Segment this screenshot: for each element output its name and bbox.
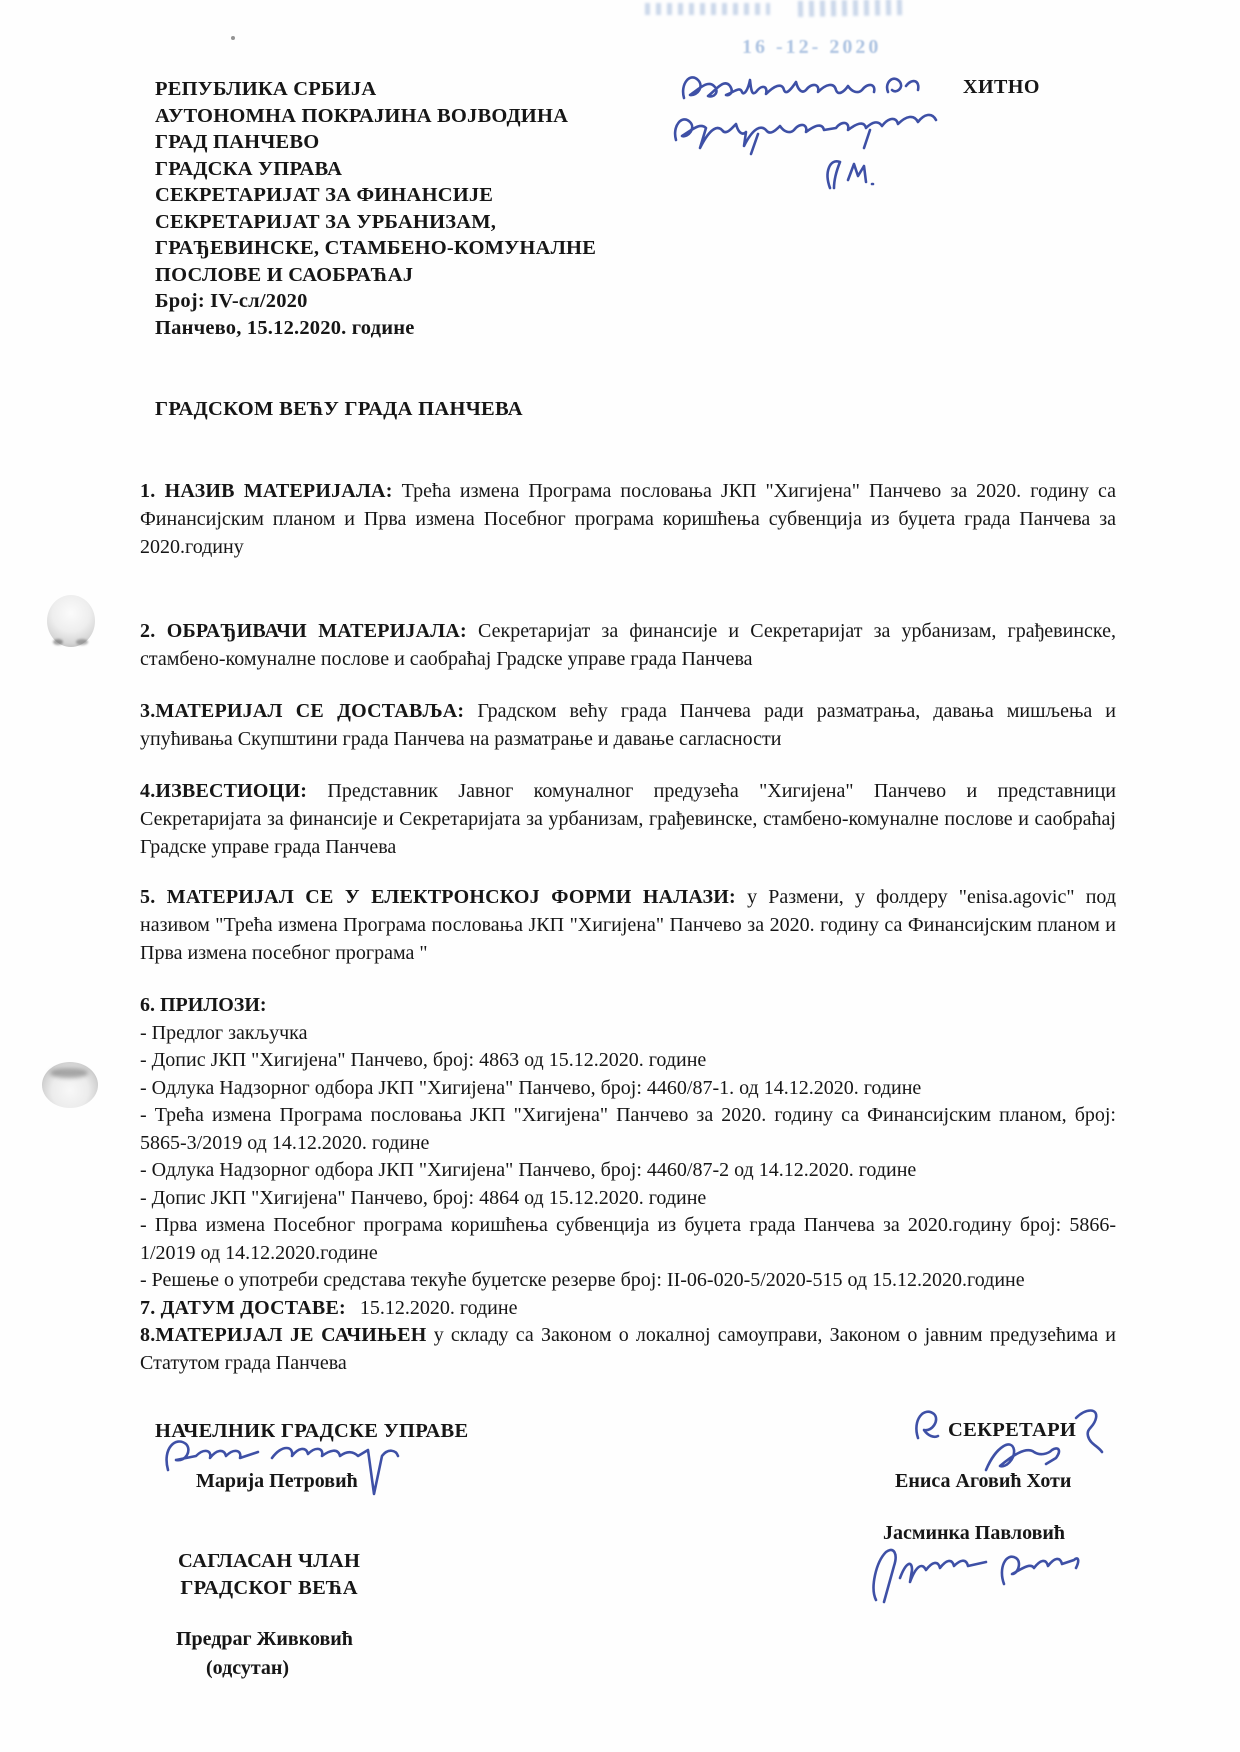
- section-4-text: Представник Јавног комуналног предузећа "Хигијена" Панчево и представници Секретаријата за финансије и Секретаријата за урбанизам, грађевинске, стамбено-комуналне послове и саобраћај Градске управе града Панчева: [140, 780, 1116, 858]
- section-4-label: 4.ИЗВЕСТИОЦИ:: [140, 780, 308, 802]
- section-7: [140, 1295, 1116, 1323]
- section-8-label: 8.МАТЕРИЈАЛ ЈЕ САЧИЊЕН: [140, 1324, 427, 1346]
- document-body: [140, 477, 1116, 1377]
- urgent-label: ХИТНО: [963, 76, 1040, 98]
- document-number: Број: IV-сл/2020: [155, 290, 308, 312]
- letterhead-line: АУТОНОМНА ПОКРАЈИНА ВОЈВОДИНА: [155, 104, 569, 127]
- attachment-item: - Одлука Надзорног одбора ЈКП "Хигијена" Панчево, број: 4460/87-1. од 14.12.2020. године: [140, 1076, 922, 1099]
- secretaries-title: СЕКРЕТАРИ: [948, 1419, 1077, 1441]
- section-2-text: Секретаријат за финансије и Секретаријат за урбанизам, грађевинске, стамбено-комуналне послове и саобраћај Градске управе града Панчева: [140, 620, 1116, 670]
- letterhead-line: ГРАД ПАНЧЕВО: [155, 131, 320, 153]
- attachment-item: - Предлог закључка: [140, 1021, 308, 1044]
- letterhead-line: ПОСЛОВЕ И САОБРАЋАЈ: [155, 263, 414, 286]
- letterhead-line: ГРАЂЕВИНСКЕ, СТАМБЕНО-КОМУНАЛНЕ: [155, 237, 597, 259]
- letterhead-line: СЕКРЕТАРИЈАТ ЗА ФИНАНСИЈЕ: [155, 184, 494, 206]
- stamp-illegible-row: [798, 0, 908, 17]
- section-8: [140, 1322, 1116, 1377]
- stamp-date: 16 -12- 2020: [742, 36, 882, 58]
- council-member-title-line1: САГЛАСАН ЧЛАН: [178, 1550, 361, 1572]
- section-5-label: 5. МАТЕРИЈАЛ СЕ У ЕЛЕКТРОНСКОЈ ФОРМИ НАЛАЗИ:: [140, 886, 736, 908]
- chief-name: Марија Петровић: [196, 1470, 358, 1492]
- attachment-item: - Трећа измена Програма пословања ЈКП "Хигијена" Панчево за 2020. годину са Финансијским планом, број: 5865-3/2019 од 14.12.2020. године: [140, 1104, 1116, 1154]
- attachment-item: - Допис ЈКП "Хигијена" Панчево, број: 4863 од 15.12.2020. године: [140, 1049, 707, 1071]
- council-member-title: [178, 1548, 360, 1602]
- council-member-absent-note: (одсутан): [206, 1657, 290, 1679]
- section-3: [140, 697, 1116, 753]
- section-2-label: 2. ОБРАЂИВАЧИ МАТЕРИЈАЛА:: [140, 620, 467, 642]
- section-5: [140, 883, 1116, 967]
- section-2: [140, 617, 1116, 673]
- letterhead-line: СЕКРЕТАРИЈАТ ЗА УРБАНИЗАМ,: [155, 210, 497, 233]
- signature-jasminka-pavlovic: [874, 1550, 1079, 1602]
- attachment-item: - Прва измена Посебног програма коришћења субвенција из буџета града Панчева за 2020.годину број: 5866-1/2019 од 14.12.2020.године: [140, 1214, 1116, 1264]
- section-6-attachments: [140, 992, 1116, 1377]
- document-date-place: Панчево, 15.12.2020. године: [155, 316, 415, 339]
- recipient-title: ГРАДСКОМ ВЕЋУ ГРАДА ПАНЧЕВА: [155, 398, 523, 420]
- stamp-illegible-row: [645, 3, 770, 15]
- punch-hole-artifact: [42, 1062, 98, 1108]
- section-6-label: 6. ПРИЛОЗИ:: [140, 994, 267, 1016]
- letterhead-line: ГРАДСКА УПРАВА: [155, 157, 343, 180]
- handwritten-note: [675, 77, 936, 188]
- letterhead: [155, 76, 596, 341]
- section-3-text: Градском већу града Панчева ради разматрања, давања мишљења и упућивања Скупштини града Панчева на разматрање и давање сагласности: [140, 700, 1117, 750]
- attachment-item: - Одлука Надзорног одбора ЈКП "Хигијена" Панчево, број: 4460/87-2 од 14.12.2020. године: [140, 1159, 917, 1181]
- signature-enisa-agovic: [986, 1444, 1059, 1470]
- section-1-text: Трећа измена Програма пословања ЈКП "Хигијена" Панчево за 2020. годину са Финансијским планом и Прва измена Посебног програма коришћења субвенција из буџета града Панчева за 2020.годину: [140, 480, 1117, 558]
- letterhead-line: РЕПУБЛИКА СРБИЈА: [155, 78, 377, 100]
- section-4: [140, 777, 1116, 861]
- section-5-text: у Размени, у фолдеру "enisa.agovic" под називом "Трећа измена Програма пословања ЈКП "Хигијена" Панчево за 2020. годину са Финансијским планом и Прва измена посебног програма ": [140, 886, 1116, 964]
- council-member-name: Предраг Живковић: [176, 1628, 353, 1650]
- section-1-label: 1. НАЗИВ МАТЕРИЈАЛА:: [140, 480, 393, 502]
- scan-speck: [231, 36, 235, 40]
- council-member-title-line2: ГРАДСКОГ ВЕЋА: [180, 1577, 358, 1599]
- attachment-item: - Допис ЈКП "Хигијена" Панчево, број: 4864 од 15.12.2020. године: [140, 1186, 707, 1209]
- secretary2-name: Јасминка Павловић: [883, 1522, 1066, 1544]
- section-7-label: 7. ДАТУМ ДОСТАВЕ:: [140, 1296, 346, 1319]
- section-8-text: у складу са Законом о локалној самоуправи, Законом о јавним предузећима и Статутом града Панчева: [140, 1324, 1117, 1374]
- chief-title: НАЧЕЛНИК ГРАДСКЕ УПРАВЕ: [155, 1420, 469, 1442]
- section-7-text: 15.12.2020. године: [359, 1296, 518, 1319]
- section-3-label: 3.МАТЕРИЈАЛ СЕ ДОСТАВЉА:: [140, 700, 465, 722]
- section-1: [140, 477, 1116, 561]
- secretary1-name: Ениса Аговић Хоти: [895, 1470, 1072, 1492]
- attachment-item: - Решење о употреби средстава текуће буџетске резерве број: II-06-020-5/2020-515 од 15.12.2020.године: [140, 1269, 1025, 1291]
- punch-hole-artifact: [47, 595, 95, 647]
